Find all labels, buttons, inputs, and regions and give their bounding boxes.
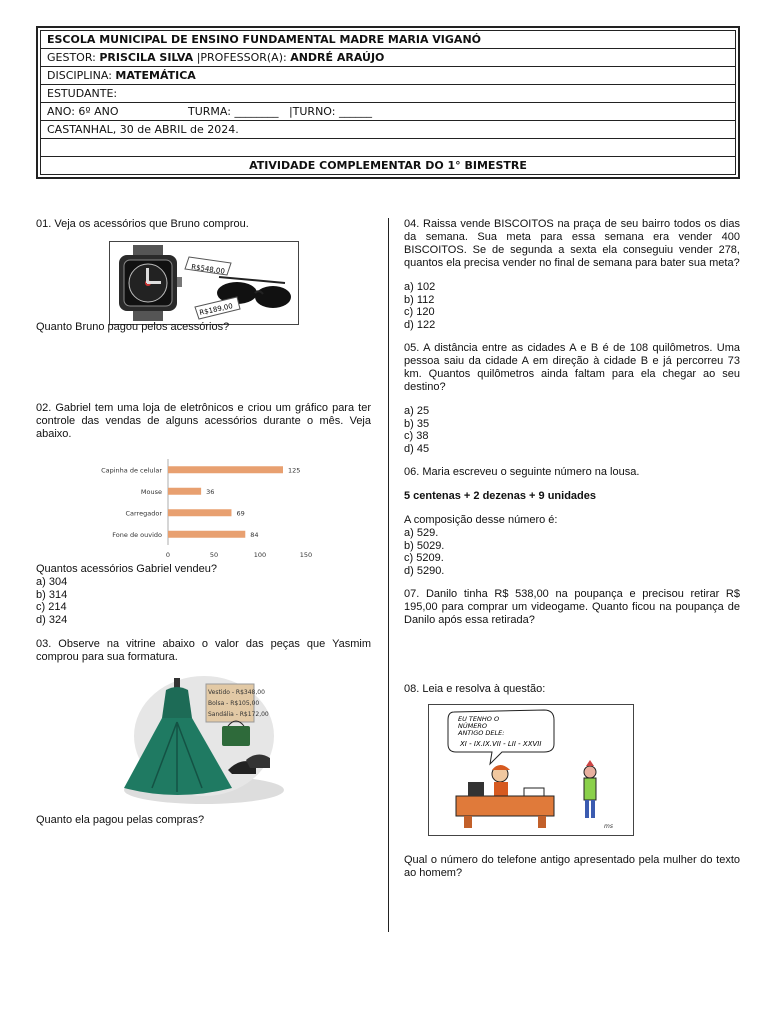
q7-text: 07. Danilo tinha R$ 538,00 na poupança e precisou retirar R$ 195,00 para comprar um videogame. Quanto ficou na poupança de Danilo após essa retirada? (404, 588, 740, 626)
chart-data-label: 36 (206, 487, 215, 496)
option[interactable]: c) 120 (404, 306, 435, 318)
chart-category-label: Fone de ouvido (112, 530, 162, 539)
option[interactable]: a) 102 (404, 281, 436, 293)
chart-category-label: Capinha de celular (101, 466, 162, 475)
option[interactable]: d) 5290. (404, 564, 445, 577)
q8-cartoon-image (428, 704, 634, 836)
q5-options (404, 405, 740, 455)
chart-bar (168, 488, 201, 495)
q2-bar-chart (36, 455, 336, 565)
price-line: Sandália - R$172,00 (208, 711, 269, 718)
option[interactable]: b) 112 (404, 293, 435, 306)
column-divider (388, 218, 389, 932)
q1-question: Quanto Bruno pagou pelos acessórios? (36, 321, 230, 333)
option[interactable]: d) 45 (404, 442, 430, 455)
q8-text: 08. Leia e resolva à questão: (404, 683, 546, 695)
right-column (404, 218, 740, 880)
q3-text: 03. Observe na vitrine abaixo o valor das peças que Yasmim comprou para sua formatura. (36, 638, 371, 663)
option[interactable]: b) 5029. (404, 539, 445, 552)
option[interactable]: d) 324 (36, 613, 68, 626)
bubble-text: EU TENHO O (458, 715, 500, 723)
q4-text: 04. Raissa vende BISCOITOS na praça de seu bairro todos os dias da semana. Sua meta para essa semana era vender 400 BISCOITOS. Se de segunda a sexta ela conseguiu vender 278, quantos ela precisa vender no final de semana para bater sua meta? (404, 218, 740, 269)
option[interactable]: a) 25 (404, 405, 430, 417)
activity-title: ATIVIDADE COMPLEMENTAR DO 1° BIMESTRE (41, 157, 736, 175)
chart-tick-label: 150 (299, 551, 313, 559)
header-table (40, 30, 736, 175)
chart-data-label: 69 (236, 509, 245, 518)
chart-category-label: Mouse (140, 487, 162, 496)
q2-text: 02. Gabriel tem uma loja de eletrônicos e criou um gráfico para ter controle das vendas de alguns acessórios durante o mês. Veja abaixo. (36, 402, 371, 440)
artist-signature: ms (604, 823, 613, 830)
chart-data-label: 84 (250, 530, 259, 539)
place-date: CASTANHAL, 30 de ABRIL de 2024. (41, 121, 736, 139)
q5-text: 05. A distância entre as cidades A e B é de 108 quilômetros. Uma pessoa saiu da cidade A em direção à cidade B e já percorreu 73 km. Quantos quilômetros ainda faltam para ela chegar ao seu destino? (404, 342, 740, 393)
q6-bold-line: 5 centenas + 2 dezenas + 9 unidades (404, 490, 596, 502)
chart-bar (168, 509, 231, 516)
bubble-text: NÚMERO (458, 722, 487, 730)
chart-bar (168, 466, 283, 473)
chart-tick-label: 0 (165, 551, 171, 559)
chart-bar (168, 531, 245, 538)
gestor-row: GESTOR: PRISCILA SILVA |PROFESSOR(A): ANDRÉ ARAÚJO (41, 49, 736, 67)
watch-price: R$548,00 (190, 263, 226, 276)
chart-data-label: 125 (288, 466, 301, 475)
class-row: ANO: 6º ANO TURMA: ________ |TURNO: ______ (41, 103, 736, 121)
q6-text: 06. Maria escreveu o seguinte número na lousa. (404, 466, 640, 478)
option[interactable]: c) 214 (36, 601, 67, 613)
q1-accessories-image (109, 241, 299, 325)
option[interactable]: b) 314 (36, 588, 68, 601)
bubble-text: ANTIGO DELE: (458, 729, 505, 737)
option[interactable]: c) 38 (404, 430, 429, 442)
student-row: ESTUDANTE: (41, 85, 736, 103)
option[interactable]: a) 529. (404, 527, 439, 539)
glasses-price: R$189,00 (198, 302, 234, 317)
bubble-numbers: XI - IX.IX.VII - LII - XXVII (460, 740, 542, 748)
discipline-row: DISCIPLINA: MATEMÁTICA (41, 67, 736, 85)
left-column (36, 218, 371, 827)
q3-showcase-image (122, 670, 292, 808)
q3-question: Quanto ela pagou pelas compras? (36, 814, 205, 826)
q2-question: Quantos acessórios Gabriel vendeu? (36, 563, 217, 575)
chart-tick-label: 50 (209, 551, 219, 559)
price-line: Bolsa - R$105,00 (208, 700, 260, 707)
option[interactable]: b) 35 (404, 417, 430, 430)
chart-tick-label: 100 (253, 551, 267, 559)
option[interactable]: a) 304 (36, 576, 68, 588)
option[interactable]: c) 5209. (404, 552, 444, 564)
option[interactable]: d) 122 (404, 318, 436, 331)
watch-icon (119, 245, 182, 321)
q2-options (36, 576, 371, 626)
q1-text: 01. Veja os acessórios que Bruno comprou. (36, 218, 249, 230)
school-name: ESCOLA MUNICIPAL DE ENSINO FUNDAMENTAL MADRE MARIA VIGANÓ (41, 31, 736, 49)
chart-category-label: Carregador (125, 509, 162, 518)
q6-options (404, 527, 740, 577)
q4-options (404, 281, 740, 331)
q6-question: A composição desse número é: (404, 514, 558, 526)
blank-row (41, 139, 736, 157)
q8-question: Qual o número do telefone antigo apresentado pela mulher do texto ao homem? (404, 854, 740, 879)
price-line: Vestido - R$348,00 (208, 689, 265, 696)
header-box (36, 26, 740, 179)
